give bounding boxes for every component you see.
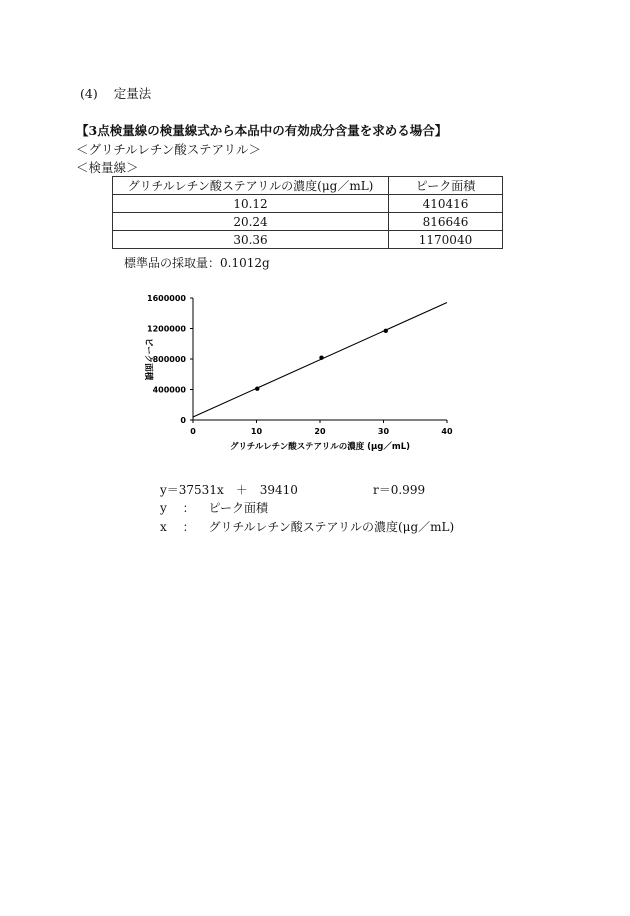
x-axis-label: グリチルレチン酸ステアリルの濃度 (μg／mL) (229, 442, 411, 452)
trendline (193, 303, 447, 417)
table-cell-concentration: 30.36 (113, 231, 389, 249)
bracket-heading: 【3点検量線の検量線式から本品中の有効成分含量を求める場合】 (76, 123, 448, 138)
table-header-row (113, 177, 503, 195)
x-sep: ： (182, 520, 195, 534)
table-row (113, 231, 503, 249)
x-tick-label: 10 (250, 427, 263, 436)
table-cell-peak-area: 816646 (389, 213, 503, 231)
section-heading (80, 84, 151, 102)
y-sep: ： (182, 501, 195, 515)
section-number: (4) (80, 86, 98, 101)
data-point (384, 329, 388, 333)
y-desc: ピーク面積 (208, 501, 268, 515)
y-tick-label: 800000 (152, 355, 186, 364)
standard-note: 標準品の採取量：0.1012g (124, 256, 270, 270)
x-tick-label: 40 (441, 427, 453, 436)
x-desc: グリチルレチン酸ステアリルの濃度(μg／mL) (208, 520, 455, 534)
table-row (113, 213, 503, 231)
y-tick-label: 1200000 (147, 324, 186, 334)
data-point (255, 387, 259, 391)
compound-heading: ＜グリチルレチン酸ステアリル＞ (76, 142, 261, 157)
table-cell-concentration: 10.12 (113, 195, 389, 213)
calibration-table (112, 176, 503, 249)
y-tick-label: 1600000 (147, 294, 186, 303)
calibration-heading: ＜検量線＞ (76, 160, 139, 175)
x-tick-label: 0 (190, 427, 196, 436)
x-var: x (160, 520, 167, 534)
x-tick-label: 20 (314, 427, 326, 436)
y-var: y (160, 501, 167, 515)
calibration-chart (130, 288, 453, 458)
table-header-peak-area: ピーク面積 (389, 177, 503, 195)
data-point (319, 356, 323, 360)
x-definition (160, 518, 454, 535)
correlation-coefficient: r＝0.999 (373, 483, 426, 497)
equation-formula: y＝37531x ＋ 39410 (160, 483, 298, 497)
table-cell-concentration: 20.24 (113, 213, 389, 231)
y-axis-label: ピーク面積 (143, 337, 153, 381)
table-cell-peak-area: 410416 (389, 195, 503, 213)
y-tick-label: 0 (180, 416, 186, 425)
x-tick-label: 30 (377, 427, 390, 436)
y-definition (160, 499, 268, 516)
table-cell-peak-area: 1170040 (389, 231, 503, 249)
section-title: 定量法 (113, 86, 152, 101)
y-tick-label: 400000 (152, 385, 186, 395)
table-row (113, 195, 503, 213)
table-header-concentration: グリチルレチン酸ステアリルの濃度(μg／mL) (113, 177, 389, 195)
